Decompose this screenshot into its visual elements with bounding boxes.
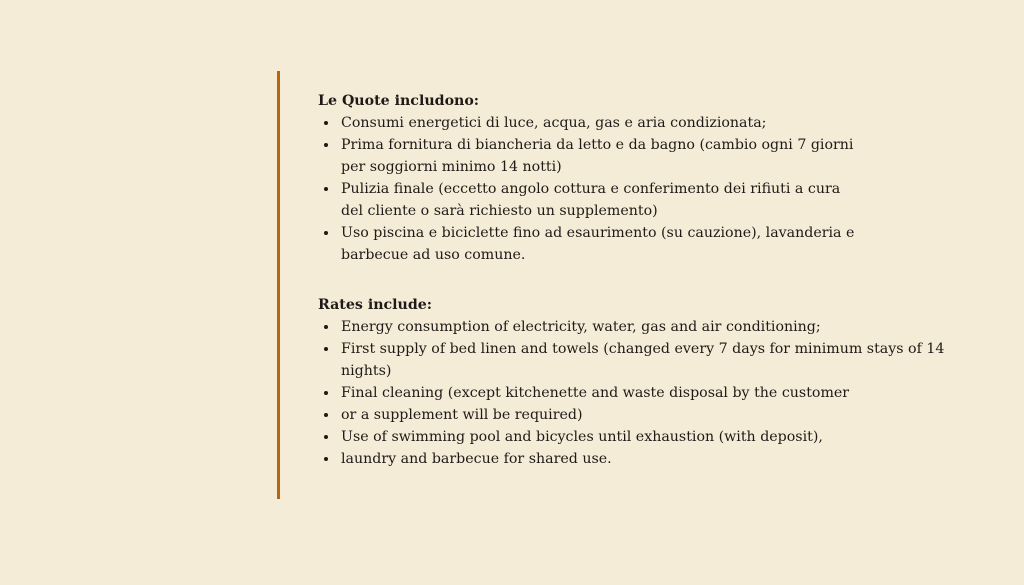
list-item: Pulizia finale (eccetto angolo cottura e conferimento dei rifiuti a cura del cliente o sarà richiesto un supplemento) <box>318 178 861 222</box>
list-item: Uso piscina e biciclette fino ad esaurimento (su cauzione), lavanderia e barbecue ad uso comune. <box>318 222 861 266</box>
english-rates-heading: Rates include: <box>318 297 433 313</box>
list-item: or a supplement will be required) <box>318 404 961 426</box>
english-rates-list <box>318 316 958 470</box>
list-item: Prima fornitura di biancheria da letto e da bagno (cambio ogni 7 giorni per soggiorni minimo 14 notti) <box>318 134 861 178</box>
list-item: Consumi energetici di luce, acqua, gas e aria condizionata; <box>318 112 861 134</box>
list-item: First supply of bed linen and towels (changed every 7 days for minimum stays of 14 nights) <box>318 338 961 382</box>
italian-rates-section <box>318 90 958 266</box>
italian-rates-heading: Le Quote includono: <box>318 93 480 109</box>
accent-divider-bar <box>277 71 280 499</box>
list-item: Use of swimming pool and bicycles until exhaustion (with deposit), <box>318 426 961 448</box>
rates-info-block <box>318 90 958 470</box>
list-item: Energy consumption of electricity, water, gas and air conditioning; <box>318 316 961 338</box>
italian-rates-list <box>318 112 958 266</box>
list-item: Final cleaning (except kitchenette and waste disposal by the customer <box>318 382 961 404</box>
list-item: laundry and barbecue for shared use. <box>318 448 961 470</box>
english-rates-section <box>318 294 958 470</box>
